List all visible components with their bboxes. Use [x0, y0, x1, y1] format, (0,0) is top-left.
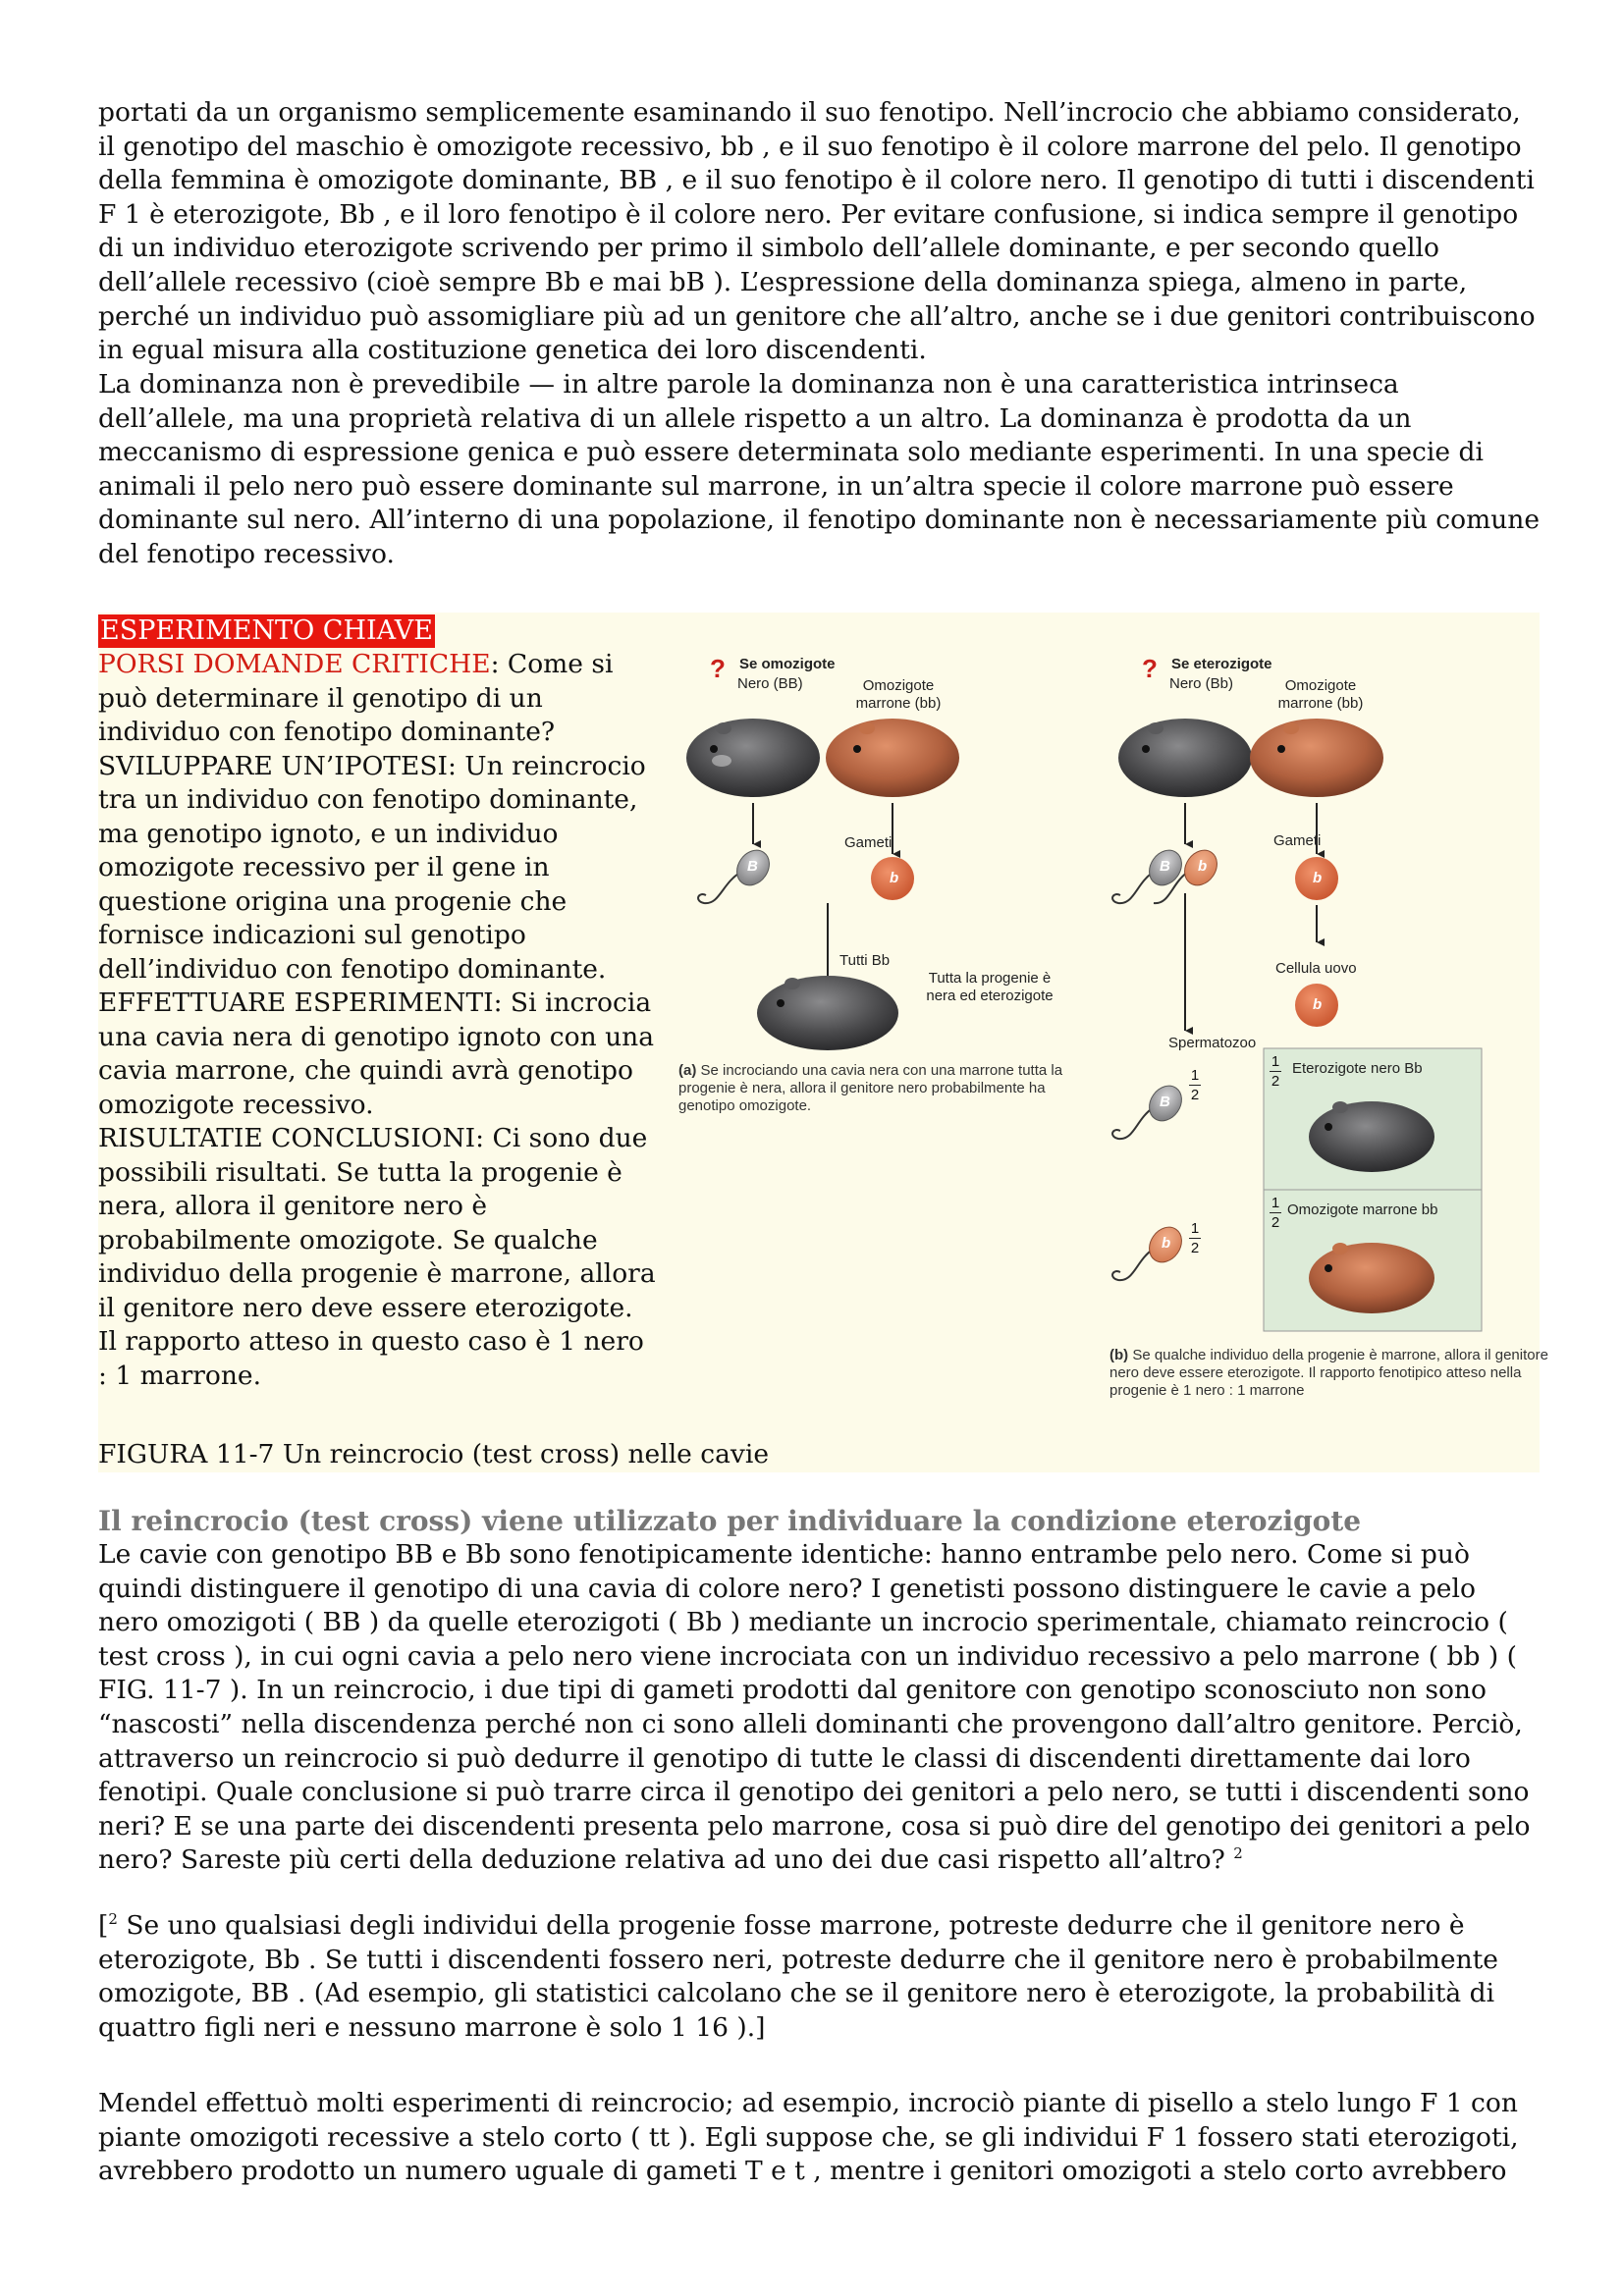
label-a-allele-B: B	[747, 858, 758, 875]
label-a-allele-b: b	[890, 870, 899, 886]
pig-brown-b	[1250, 719, 1383, 797]
frac-sperm-b-den: 2	[1190, 1240, 1200, 1256]
label-a-offspring-note: Tutta la progenie è nera ed eterozigote	[926, 970, 1054, 1004]
footnote-text: Se uno qualsiasi degli individui della progenie fosse marrone, potreste dedurre che il genitore nero è eterozigote, Bb . Se tutti i discendenti fossero neri, potreste dedurre che il genitore nero è probabilmente omozigote, BB . (Ad esempio, gli statistici calcolano che se il genitore nero è eterozigote, la probabilità di quattro figli neri e nessuno marrone è solo 1 16 ).]	[98, 1910, 1498, 2043]
label-b-het: Eterozigote nero Bb	[1292, 1060, 1423, 1077]
caption-a-text: Se incrociando una cavia nera con una marrone tutta la progenie è nera, allora il genitore nero probabilmente ha genotipo omozigote.	[678, 1062, 1063, 1114]
label-punnett-B: B	[1160, 1094, 1170, 1110]
label-b-hom: Omozigote marrone bb	[1287, 1201, 1438, 1218]
label-b-title: Se eterozigote	[1171, 656, 1272, 672]
frac-hom	[1270, 1196, 1281, 1230]
paragraph-test-cross	[98, 1538, 1542, 1878]
paragraph-genotype: portati da un organismo semplicemente esaminando il suo fenotipo. Nell’incrocio che abbiamo considerato, il genotipo del maschio è omozigote recessivo, bb , e il suo fenotipo è il colore marrone del pelo. Il genotipo della femmina è omozigote dominante, BB , e il suo fenotipo è il colore nero. Il genotipo di tutti i discendenti F 1 è eterozigote, Bb , e il loro fenotipo è il colore nero. Per evitare confusione, si indica sempre il genotipo di un individuo eterozigote scrivendo per primo il simbolo dell’allele dominante, e per secondo quello dell’allele recessivo (cioè sempre Bb e mai bB ). L’espressione della dominanza spiega, almeno in parte, perché un individuo può assomigliare più ad un genitore che all’altro, anche se i due genitori contribuiscono in egual misura alla costituzione genetica dei loro discendenti.	[98, 97, 1536, 366]
caption-b-text: Se qualche individuo della progenie è marrone, allora il genitore nero deve essere eterozigote. Il rapporto fenotipico atteso nella progenie è 1 nero : 1 marrone	[1109, 1347, 1548, 1399]
label-a-offspring: Tutti Bb	[839, 952, 891, 969]
label-punnett-b: b	[1162, 1235, 1171, 1252]
label-b-egg-top-b: b	[1313, 870, 1323, 886]
sperm-B-b	[1112, 844, 1188, 903]
footnote-mark: 2	[108, 1910, 118, 1929]
frac-hom-num: 1	[1271, 1195, 1280, 1211]
frac-sperm-B	[1189, 1068, 1201, 1102]
footnote-ref[interactable]: 2	[1233, 1844, 1243, 1863]
caption-a	[678, 1062, 1081, 1115]
figure-caption: FIGURA 11-7 Un reincrocio (test cross) nelle cavie	[98, 1439, 770, 1469]
sperm-B-punnett	[1112, 1080, 1188, 1139]
label-b-egg-cell-b: b	[1313, 996, 1323, 1013]
paragraph-dominance: La dominanza non è prevedibile — in altre parole la dominanza non è una caratteristica intrinseca dell’allele, ma una proprietà relativa di un allele rispetto a un altro. La dominanza è prodotta da un meccanismo di espressione genica e può essere determinata solo mediante esperimenti. In una specie di animali il pelo nero può essere dominante sul marrone, in un’altra specie il colore marrone può essere dominante sul nero. All’interno di una popolazione, il fenotipo dominante non è necessariamente più comune del fenotipo recessivo.	[98, 369, 1541, 569]
frac-sperm-B-den: 2	[1190, 1087, 1200, 1103]
figure-graphics	[663, 638, 1576, 1414]
footnote-open: [	[98, 1910, 109, 1941]
pig-brown-a	[826, 719, 959, 797]
label-b-allele-B: B	[1160, 858, 1170, 875]
frac-het-num: 1	[1271, 1053, 1280, 1070]
caption-b	[1109, 1347, 1571, 1400]
caption-b-letter: (b)	[1109, 1347, 1129, 1363]
label-a-black: Nero (BB)	[737, 675, 803, 692]
frac-hom-den: 2	[1271, 1214, 1280, 1231]
pig-offspring-a	[757, 976, 898, 1050]
pig-offspring-brown-b	[1309, 1243, 1434, 1313]
frac-het	[1270, 1054, 1281, 1089]
label-a-title: Se omozigote	[739, 656, 836, 672]
frac-sperm-b-num: 1	[1190, 1220, 1200, 1237]
label-b-gametes: Gameti	[1273, 832, 1322, 849]
label-a-gametes: Gameti	[844, 834, 893, 851]
label-b-allele-b: b	[1198, 858, 1208, 875]
critical-questions-label: PORSI DOMANDE CRITICHE	[98, 649, 491, 679]
section-heading: Il reincrocio (test cross) viene utilizzato per individuare la condizione eterozigote	[98, 1505, 1362, 1537]
label-b-brown: Omozigote marrone (bb)	[1277, 677, 1364, 712]
test-cross-figure	[663, 638, 1576, 1414]
pig-offspring-black-b	[1309, 1101, 1434, 1172]
sperm-B-a	[698, 844, 776, 903]
sperm-b-punnett	[1112, 1221, 1188, 1280]
results-text: RISULTATIE CONCLUSIONI: Ci sono due possibili risultati. Se tutta la progenie è nera, allora il genitore nero è probabilmente omozigote. Se qualche individuo della progenie è marrone, allora il genitore nero deve essere eterozigote. Il rapporto atteso in questo caso è 1 nero : 1 marrone.	[98, 1123, 656, 1391]
hypothesis-text: SVILUPPARE UN’IPOTESI: Un reincrocio tra un individuo con fenotipo dominante, ma genotipo ignoto, e un individuo omozigote recessivo per il gene in questione origina una progenie che fornisce indicazioni sul genotipo dell’individuo con fenotipo dominante.	[98, 750, 646, 985]
paragraph-mendel: Mendel effettuò molti esperimenti di reincrocio; ad esempio, incrociò piante di pisello a stelo lungo F 1 con piante omozigoti recessive a stelo corto ( tt ). Egli suppose che, se gli individui F 1 fossero stati eterozigoti, avrebbero prodotto un numero uguale di gameti T e t , mentre i genitori omozigoti a stelo corto avrebbero	[98, 2088, 1519, 2187]
caption-a-letter: (a)	[678, 1062, 697, 1079]
question-mark-b: ?	[1142, 654, 1158, 683]
frac-sperm-b	[1189, 1221, 1201, 1255]
pig-black-a	[686, 719, 820, 797]
paragraph-footnote	[98, 1909, 1542, 2045]
label-b-egg: Cellula uovo	[1275, 960, 1357, 977]
pig-black-b	[1118, 719, 1252, 797]
label-a-brown: Omozigote marrone (bb)	[855, 677, 942, 712]
paragraph-test-cross-text: Le cavie con genotipo BB e Bb sono fenotipicamente identiche: hanno entrambe pelo nero. Come si può quindi distinguere il genotipo di una cavia di colore nero? I genetisti possono distinguere le cavie a pelo nero omozigoti ( BB ) da quelle eterozigoti ( Bb ) mediante un incrocio sperimentale, chiamato reincrocio ( test cross ), in cui ogni cavia a pelo nero viene incrociata con un individuo recessivo a pelo marrone ( bb ) ( FIG. 11-7 ). In un reincrocio, i due tipi di gameti prodotti dal genitore con genotipo sconosciuto non sono “nascosti” nella discendenza perché non ci sono alleli dominanti che provengono dall’altro genitore. Perciò, attraverso un reincrocio si può dedurre il genotipo di tutte le classi di discendenti direttamente dai loro fenotipi. Quale conclusione si può trarre circa il genotipo dei genitori a pelo nero, se tutti i discendenti sono neri? E se una parte dei discendenti presenta pelo marrone, cosa si può dire del genotipo dei genitori a pelo nero? Sareste più certi della deduzione relativa ad uno dei due casi rispetto all’altro?	[98, 1539, 1531, 1876]
key-experiment-title: ESPERIMENTO CHIAVE	[100, 615, 434, 646]
label-b-black: Nero (Bb)	[1169, 675, 1234, 692]
key-experiment-text	[98, 648, 656, 1393]
label-b-sperm: Spermatozoo	[1168, 1035, 1257, 1051]
critical-questions-text: : Come si può determinare il genotipo di un individuo con fenotipo dominante?	[98, 649, 614, 747]
frac-het-den: 2	[1271, 1073, 1280, 1090]
experiment-text: EFFETTUARE ESPERIMENTI: Si incrocia una cavia nera di genotipo ignoto con una cavia marrone, che quindi avrà genotipo omozigote recessivo.	[98, 988, 655, 1120]
question-mark-a: ?	[710, 654, 726, 683]
frac-sperm-B-num: 1	[1190, 1067, 1200, 1084]
